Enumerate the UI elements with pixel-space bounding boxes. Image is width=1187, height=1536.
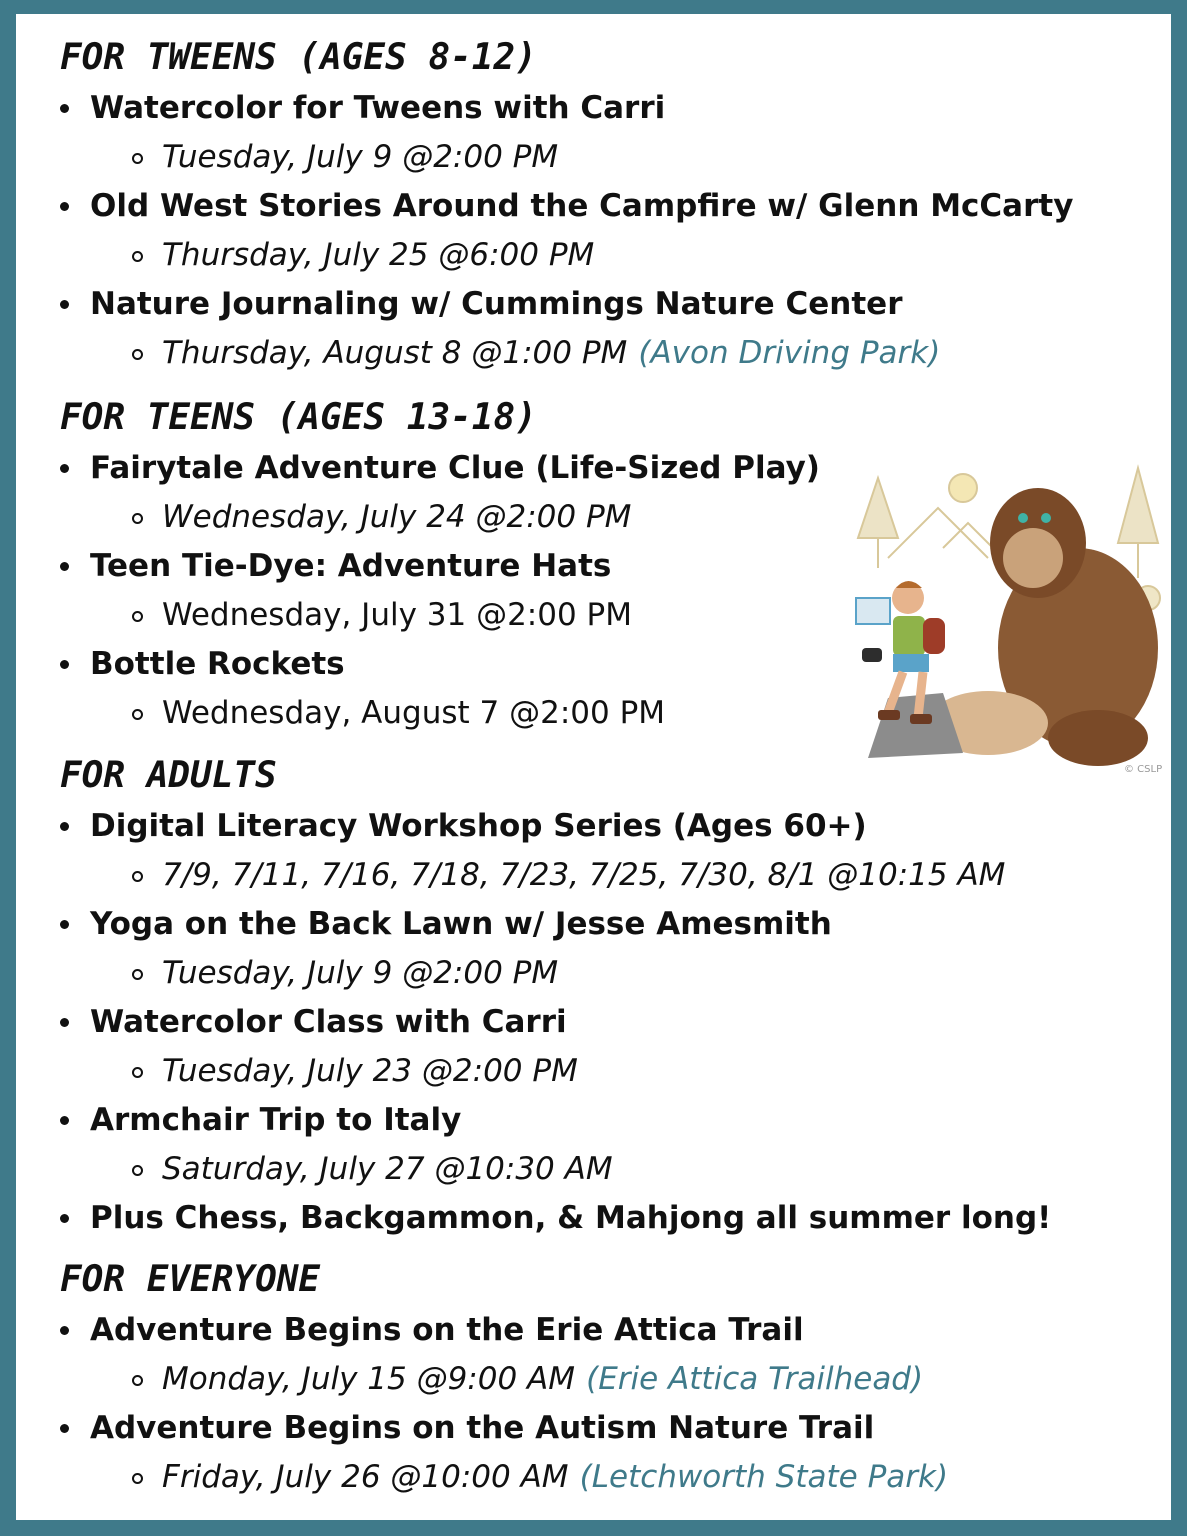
sub-bullet-icon [132,709,143,720]
event-date: Tuesday, July 9 @2:00 PM [162,139,559,175]
event-title: Yoga on the Back Lawn w/ Jesse Amesmith [90,906,832,942]
section-everyone [60,1258,1160,1502]
sub-bullet-icon [132,513,143,524]
event-item [60,998,1160,1047]
event-title: Watercolor Class with Carri [90,1004,567,1040]
bullet-icon [60,1424,69,1433]
event-item [60,182,1160,231]
event-date: Friday, July 26 @10:00 AM [162,1459,569,1495]
bullet-icon [60,1116,69,1125]
event-title: Bottle Rockets [90,646,345,682]
event-date-row [60,1145,1160,1194]
bullet-icon [60,104,69,113]
event-title: Watercolor for Tweens with Carri [90,90,666,126]
event-title: Nature Journaling w/ Cummings Nature Center [90,286,903,322]
event-title: Fairytale Adventure Clue (Life-Sized Play) [90,450,820,486]
event-title: Old West Stories Around the Campfire w/ Glenn McCarty [90,188,1074,224]
event-date-row [60,133,1160,182]
event-location: (Avon Driving Park) [638,335,941,371]
sub-bullet-icon [132,611,143,622]
sub-bullet-icon [132,969,143,980]
event-date: Thursday, July 25 @6:00 PM [162,237,595,273]
event-date-row [60,1355,1160,1404]
bullet-icon [60,562,69,571]
event-date-row [60,949,1160,998]
bullet-icon [60,1326,69,1335]
event-item [60,280,1160,329]
event-date: Wednesday, July 31 @2:00 PM [162,597,632,633]
bullet-icon [60,920,69,929]
bullet-icon [60,1214,69,1223]
event-title: Plus Chess, Backgammon, & Mahjong all summer long! [90,1200,1052,1236]
sub-bullet-icon [132,153,143,164]
section-adults [60,754,1163,1243]
event-date: Wednesday, July 24 @2:00 PM [162,499,632,535]
event-date: Monday, July 15 @9:00 AM [162,1361,576,1397]
sub-bullet-icon [132,1473,143,1484]
section-heading: FOR EVERYONE [60,1259,321,1300]
event-date: Saturday, July 27 @10:30 AM [162,1151,613,1187]
event-item [60,1306,1160,1355]
bigfoot-hiker-illustration [848,448,1178,780]
sub-bullet-icon [132,349,143,360]
section-heading: FOR ADULTS [60,755,277,796]
event-title: Teen Tie-Dye: Adventure Hats [90,548,612,584]
event-location: (Erie Attica Trailhead) [586,1361,924,1397]
event-item [60,802,1160,851]
event-date-row [60,1453,1160,1502]
event-date-row [60,1047,1160,1096]
event-date-row [60,329,1160,378]
event-date: Thursday, August 8 @1:00 PM [162,335,628,371]
event-item [60,1096,1160,1145]
event-date-row [60,851,1160,900]
section-tweens [60,36,1160,378]
event-date: Tuesday, July 9 @2:00 PM [162,955,559,991]
event-date: Tuesday, July 23 @2:00 PM [162,1053,578,1089]
bullet-icon [60,1018,69,1027]
section-heading: FOR TEENS (AGES 13-18) [60,397,537,438]
event-title: Adventure Begins on the Erie Attica Trail [90,1312,804,1348]
sub-bullet-icon [132,1375,143,1386]
event-date: 7/9, 7/11, 7/16, 7/18, 7/23, 7/25, 7/30, 8/1 @10:15 AM [162,857,1006,893]
event-item [60,900,1160,949]
sub-bullet-icon [132,251,143,262]
bullet-icon [60,464,69,473]
event-title: Digital Literacy Workshop Series (Ages 60+) [90,808,867,844]
illustration-credit: © CSLP [1124,764,1163,775]
sub-bullet-icon [132,1067,143,1078]
sub-bullet-icon [132,1165,143,1176]
event-date-row [60,231,1160,280]
bullet-icon [60,202,69,211]
event-title: Armchair Trip to Italy [90,1102,462,1138]
bullet-icon [60,300,69,309]
section-heading: FOR TWEENS (AGES 8-12) [60,37,537,78]
bullet-icon [60,822,69,831]
flyer-page [16,14,1171,1520]
event-item [60,1194,1160,1243]
event-item [60,1404,1160,1453]
bullet-icon [60,660,69,669]
event-date: Wednesday, August 7 @2:00 PM [162,695,666,731]
event-item [60,84,1160,133]
event-location: (Letchworth State Park) [579,1459,949,1495]
event-title: Adventure Begins on the Autism Nature Trail [90,1410,875,1446]
sub-bullet-icon [132,871,143,882]
